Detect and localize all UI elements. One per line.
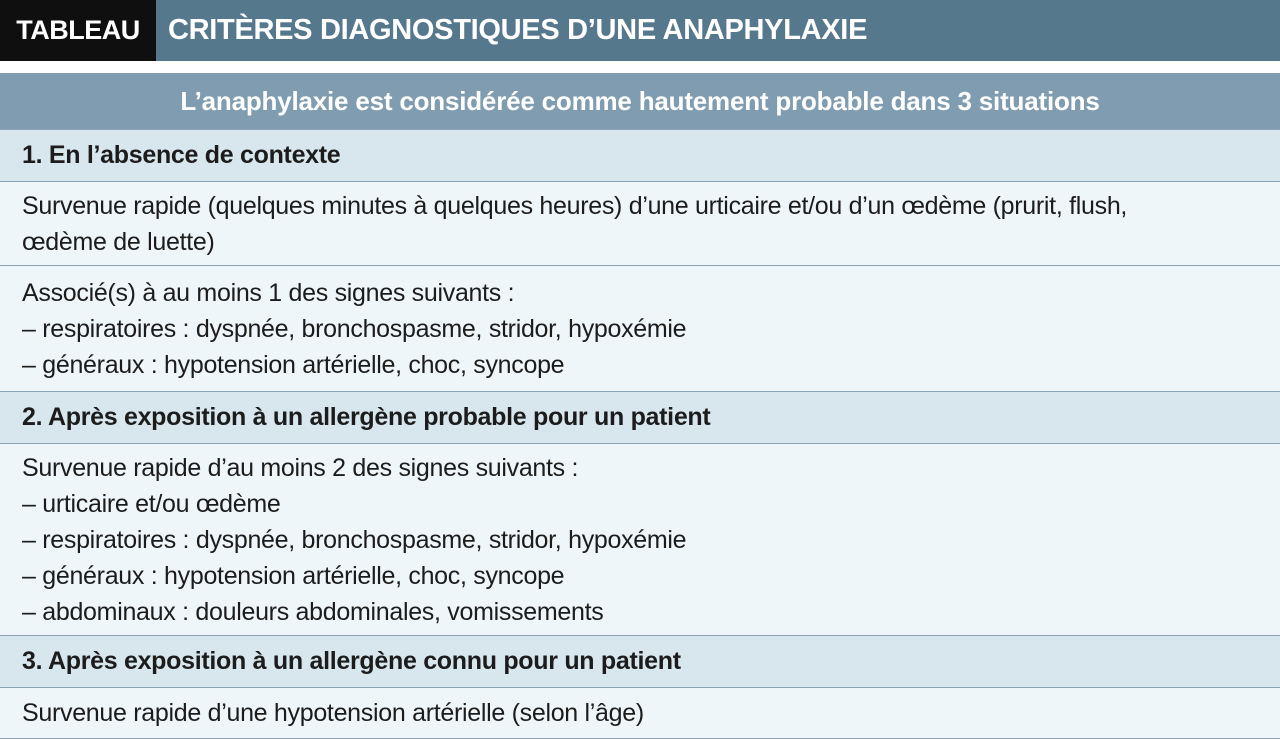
criteria-cell xyxy=(0,688,1280,739)
section-row xyxy=(0,636,1280,688)
criteria-line: – urticaire et/ou œdème xyxy=(22,489,281,518)
criteria-line: Survenue rapide d’une hypotension artérielle (selon l’âge) xyxy=(22,699,644,727)
table-header-bar xyxy=(0,0,1280,61)
table-heading: L’anaphylaxie est considérée comme hautement probable dans 3 situations xyxy=(0,73,1280,130)
criteria-line: – généraux : hypotension artérielle, choc, syncope xyxy=(22,350,565,379)
section-title: 3. Après exposition à un allergène connu pour un patient xyxy=(0,636,1280,688)
table-title: CRITÈRES DIAGNOSTIQUES D’UNE ANAPHYLAXIE xyxy=(156,0,1280,61)
criteria-line: Survenue rapide d’au moins 2 des signes suivants : xyxy=(22,453,579,482)
criteria-row xyxy=(0,688,1280,739)
criteria-line: Survenue rapide (quelques minutes à quelques heures) d’une urticaire et/ou d’un œdème (prurit, flush, xyxy=(22,191,1128,220)
section-title: 1. En l’absence de contexte xyxy=(0,130,1280,182)
criteria-line: – généraux : hypotension artérielle, choc, syncope xyxy=(22,561,565,590)
table-heading-row xyxy=(0,73,1280,130)
criteria-line: Associé(s) à au moins 1 des signes suivants : xyxy=(22,278,515,307)
criteria-line: – respiratoires : dyspnée, bronchospasme, stridor, hypoxémie xyxy=(22,525,687,554)
criteria-line: – abdominaux : douleurs abdominales, vomissements xyxy=(22,597,604,626)
criteria-cell xyxy=(0,266,1280,392)
section-row xyxy=(0,392,1280,444)
criteria-row xyxy=(0,266,1280,392)
criteria-cell xyxy=(0,444,1280,636)
section-row xyxy=(0,130,1280,182)
section-title: 2. Après exposition à un allergène probable pour un patient xyxy=(0,392,1280,444)
criteria-line: œdème de luette) xyxy=(22,227,215,256)
criteria-line: – respiratoires : dyspnée, bronchospasme, stridor, hypoxémie xyxy=(22,314,687,343)
criteria-row xyxy=(0,444,1280,636)
criteria-table xyxy=(0,73,1280,739)
criteria-row xyxy=(0,182,1280,266)
criteria-cell xyxy=(0,182,1280,266)
tableau-tag: TABLEAU xyxy=(0,0,156,61)
